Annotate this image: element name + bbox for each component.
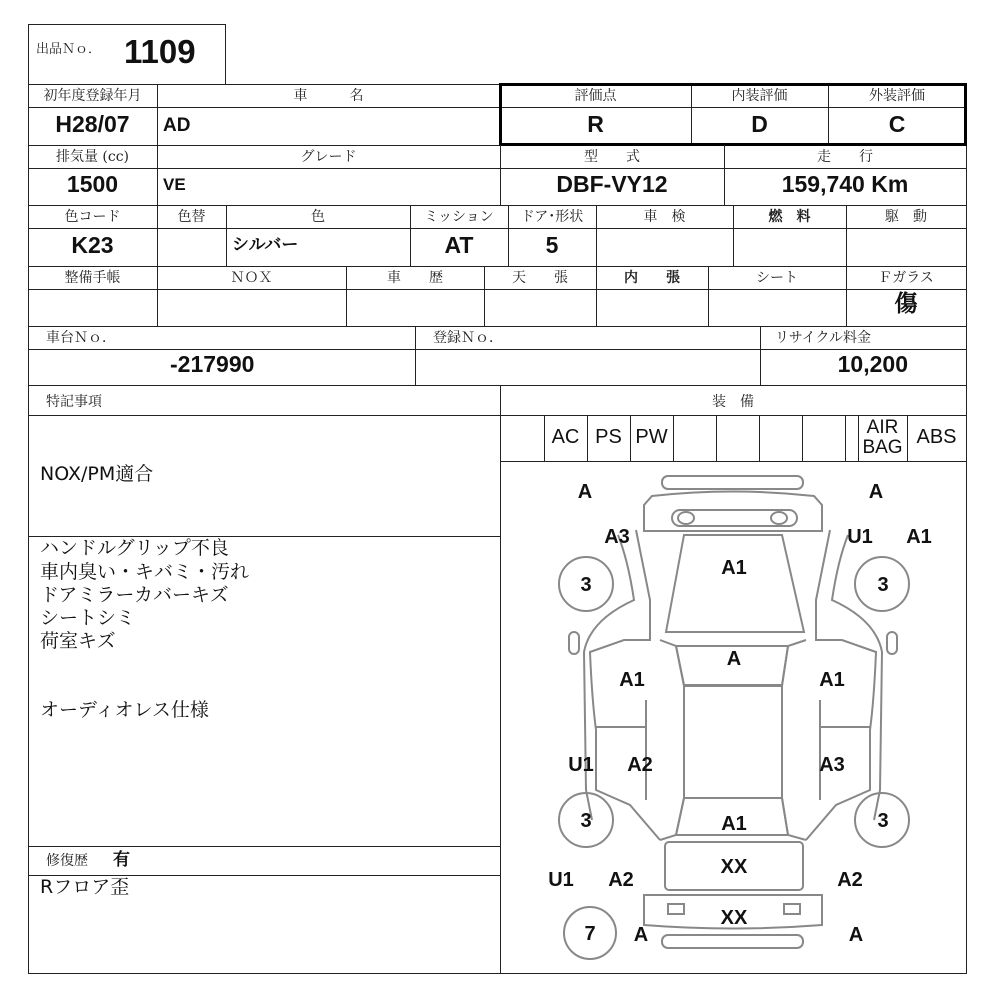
notes-line-nox: NOX/PM適合 <box>40 463 154 485</box>
equip-pw: PW <box>635 426 668 448</box>
reg-date-value: H28/07 <box>55 111 130 137</box>
repair-history-value: 有 <box>113 850 130 870</box>
mileage-value: 159,740 Km <box>781 171 909 197</box>
front-glass-label: Ｆガラス <box>878 270 934 286</box>
score-value: R <box>587 111 604 137</box>
mileage-label: 走 行 <box>817 149 873 165</box>
mission-label: ミッション <box>424 209 494 225</box>
code-a2-left: A2 <box>627 754 653 776</box>
exterior-value: C <box>888 111 906 137</box>
chassis-number-label: 車台Ｎｏ． <box>46 330 116 346</box>
interior-label: 内装評価 <box>731 88 788 104</box>
history-label: 車 歴 <box>387 270 443 286</box>
notes-line-1: ハンドルグリップ不良 <box>40 537 229 559</box>
lot-label: 出品Ｎｏ． <box>36 42 102 57</box>
door-value: 5 <box>545 232 559 258</box>
code-tire-fr: 3 <box>877 574 889 596</box>
equip-abs: ABS <box>916 426 957 448</box>
code-a3-left: A3 <box>604 526 630 548</box>
code-back-door: XX <box>720 856 748 878</box>
code-rear-window: A1 <box>721 813 747 835</box>
displacement-value: 1500 <box>66 171 119 197</box>
fuel-label: 燃 料 <box>768 209 811 225</box>
damage-codes <box>548 481 932 946</box>
exterior-label: 外装評価 <box>869 88 925 104</box>
equip-airbag: AIR BAG <box>862 417 903 458</box>
model-label: 型 式 <box>584 149 640 165</box>
code-a-rear-right: A <box>848 924 864 946</box>
inspection-label: 車 検 <box>643 209 686 225</box>
code-a2-rear-right: A2 <box>837 869 863 891</box>
code-tire-rr: 3 <box>877 810 889 832</box>
door-label: ドア･形状 <box>520 209 584 225</box>
code-tire-fl: 3 <box>580 574 592 596</box>
code-a3-right: A3 <box>819 754 845 776</box>
color-code-label: 色コード <box>64 209 121 225</box>
code-u1-left: U1 <box>568 754 594 776</box>
model-value: DBF-VY12 <box>556 171 668 197</box>
interior-value: D <box>751 111 768 137</box>
code-a-rear-left: A <box>633 924 649 946</box>
grade-value: VE <box>163 175 186 194</box>
notes-line-2: 車内臭い・キバミ・汚れ <box>40 561 250 583</box>
car-name-value: AD <box>163 115 191 136</box>
registration-number-label: 登録Ｎｏ． <box>433 330 503 346</box>
roof-lining-label: 天 張 <box>512 270 568 286</box>
code-door-right: A1 <box>819 669 845 691</box>
code-a1-right-top: A1 <box>906 526 932 548</box>
notes-line-4: シートシミ <box>40 607 136 629</box>
code-tire-rl: 3 <box>580 810 592 832</box>
color-value: シルバー <box>232 235 299 255</box>
chassis-number-value: -217990 <box>170 351 255 377</box>
code-rear-bumper: XX <box>720 907 748 929</box>
equip-ps: PS <box>595 426 622 448</box>
code-windshield: A <box>726 648 742 670</box>
repair-history-label: 修復歴 <box>46 853 88 869</box>
notes-line-extra: オーディオレス仕様 <box>40 699 209 721</box>
reg-date-label: 初年度登録年月 <box>43 88 142 104</box>
code-u1-right: U1 <box>847 526 873 548</box>
recycle-fee-value: 10,200 <box>837 351 908 377</box>
mission-value: AT <box>444 232 474 258</box>
inner-lining-label: 内 張 <box>624 270 680 286</box>
front-glass-value: 傷 <box>894 291 918 317</box>
code-u1-rear: U1 <box>548 869 574 891</box>
code-door-left: A1 <box>619 669 645 691</box>
code-front-left: A <box>577 481 593 503</box>
nox-label: ＮＯＸ <box>230 270 273 286</box>
displacement-label: 排気量 (cc) <box>55 149 130 165</box>
notes-line-5: 荷室キズ <box>40 630 116 652</box>
grade-label: グレード <box>300 149 357 165</box>
repair-note: Rフロア歪 <box>40 876 130 898</box>
score-label: 評価点 <box>574 88 617 104</box>
notes-line-3: ドアミラーカバーキズ <box>40 584 229 606</box>
equip-ac: AC <box>551 426 580 448</box>
lot-number: 1109 <box>124 33 196 70</box>
maintenance-book-label: 整備手帳 <box>64 270 121 286</box>
code-spare-tire: 7 <box>584 923 596 945</box>
car-name-label: 車 名 <box>293 88 364 104</box>
color-code-value: K23 <box>71 232 114 258</box>
seat-label: シート <box>756 270 798 286</box>
notes-label: 特記事項 <box>46 394 102 410</box>
color-label: 色 <box>311 209 325 225</box>
code-hood: A1 <box>721 557 747 579</box>
code-a2-rear-left: A2 <box>608 869 634 891</box>
recolor-label: 色替 <box>177 209 206 225</box>
drive-label: 駆 動 <box>885 209 927 225</box>
equipment-label: 装 備 <box>712 394 754 410</box>
recycle-fee-label: リサイクル料金 <box>775 330 872 346</box>
code-front-right: A <box>868 481 884 503</box>
